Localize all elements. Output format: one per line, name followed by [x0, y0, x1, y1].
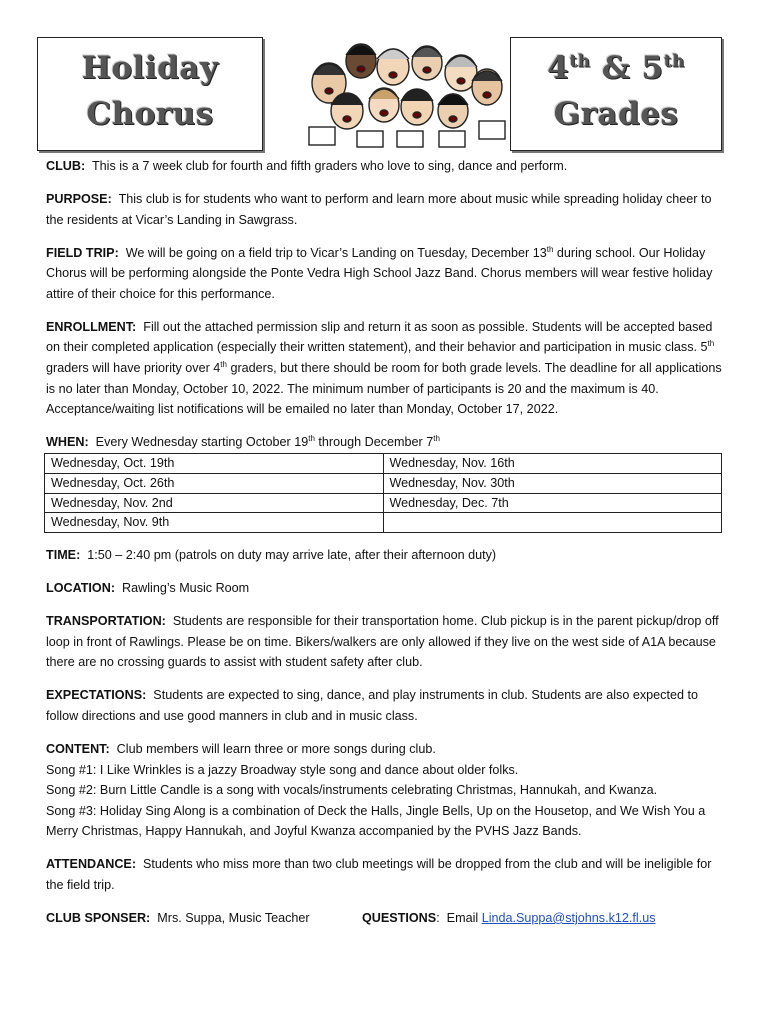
table-row: [45, 454, 722, 474]
footer-line: [46, 908, 726, 928]
schedule-cell: Wednesday, Nov. 9th: [45, 513, 384, 533]
attendance-paragraph: ATTENDANCE: Students who miss more than two club meetings will be dropped from the club and will be ineligible for the field trip.: [46, 857, 712, 892]
title-grades: Grades: [553, 96, 679, 132]
title-grades-numbers: 4th & 5th: [547, 50, 685, 86]
schedule-cell: Wednesday, Nov. 2nd: [45, 493, 384, 513]
questions: QUESTIONS: Email Linda.Suppa@stjohns.k12.fl.us: [362, 910, 656, 925]
location-paragraph: LOCATION: Rawling’s Music Room: [46, 581, 250, 596]
song-1: Song #1: I Like Wrinkles is a jazzy Broadway style song and dance about older folks.: [46, 762, 519, 777]
flyer-body: [46, 156, 726, 928]
title-holiday: Holiday: [81, 50, 219, 86]
song-2: Song #2: Burn Little Candle is a song with vocals/instruments celebrating Christmas, Hannukah, and Kwanza.: [46, 783, 658, 798]
table-row: [45, 513, 722, 533]
carolers-illustration: [289, 39, 519, 149]
club-paragraph: CLUB: This is a 7 week club for fourth and fifth graders who love to sing, dance and perform.: [46, 159, 568, 173]
email-link[interactable]: Linda.Suppa@stjohns.k12.fl.us: [481, 910, 656, 925]
title-chorus: Chorus: [86, 96, 214, 132]
schedule-cell: Wednesday, Nov. 16th: [383, 454, 722, 474]
schedule-cell: [383, 513, 722, 533]
expectations-paragraph: EXPECTATIONS: Students are expected to sing, dance, and play instruments in club. Students are also expected to follow directions and use good manners in club and in music class.: [46, 688, 698, 723]
schedule-cell: Wednesday, Nov. 30th: [383, 473, 722, 493]
table-row: [45, 493, 722, 513]
schedule-cell: Wednesday, Oct. 26th: [45, 473, 384, 493]
enrollment-paragraph: ENROLLMENT: Fill out the attached permission slip and return it as soon as possible. Students will be accepted based on their completed application (especially their written statement), and their behavior and participation in music class. 5th graders will have priority over 4th graders, but there should be room for both grade levels. The deadline for all applications is no later than Monday, October 10, 2022. The minimum number of participants is 20 and the maximum is 40. Acceptance/waiting list notifications will be emailed no later than Monday, October 17, 2022.: [46, 319, 722, 417]
purpose-paragraph: PURPOSE: This club is for students who want to perform and learn more about music while spreading holiday cheer to the residents at Vicar’s Landing in Sawgrass.: [46, 191, 712, 227]
title-box-left: [37, 37, 263, 151]
schedule-cell: Wednesday, Dec. 7th: [383, 493, 722, 513]
flyer-header: [37, 37, 722, 153]
field-trip-paragraph: FIELD TRIP: We will be going on a field trip to Vicar’s Landing on Tuesday, December 13th during school. Our Holiday Chorus will be performing alongside the Ponte Vedra High School Jazz Band. Chorus members will wear festive holiday attire of their choice for this performance.: [46, 244, 713, 301]
time-paragraph: TIME: 1:50 – 2:40 pm (patrols on duty may arrive late, after their afternoon duty): [46, 548, 497, 563]
schedule-table: [44, 453, 722, 533]
transportation-paragraph: TRANSPORTATION: Students are responsible for their transportation home. Club pickup is in the parent pickup/drop off loop in front of Rawlings. Please be on time. Bikers/walkers are only allowed if they live on the west side of A1A because there are no crossing guards to assist with student safety after club.: [46, 614, 719, 670]
schedule-cell: Wednesday, Oct. 19th: [45, 454, 384, 474]
when-paragraph: WHEN: Every Wednesday starting October 19th through December 7th: [46, 433, 440, 450]
song-3: Song #3: Holiday Sing Along is a combination of Deck the Halls, Jingle Bells, Up on the Housetop, and We Wish You a Merry Christmas, Happy Hannukah, and Joyful Kwanza accompanied by the PVHS Jazz Bands.: [46, 803, 706, 839]
title-box-right: [510, 37, 722, 151]
table-row: [45, 473, 722, 493]
club-sponsor: CLUB SPONSER: Mrs. Suppa, Music Teacher: [46, 910, 310, 925]
content-paragraph: CONTENT: Club members will learn three or more songs during club. Song #1: I Like Wrinkles is a jazzy Broadway style song and dance about older folks. Song #2: Burn Little Candle is a song with vocals/instruments celebrating Christmas, Hannukah, and Kwanza. Song #3: Holiday Sing Along is a combination of Deck the Halls, Jingle Bells, Up on the Housetop, and We Wish You a Merry Christmas, Happy Hannukah, and Joyful Kwanza accompanied by the PVHS Jazz Bands.: [46, 741, 706, 839]
